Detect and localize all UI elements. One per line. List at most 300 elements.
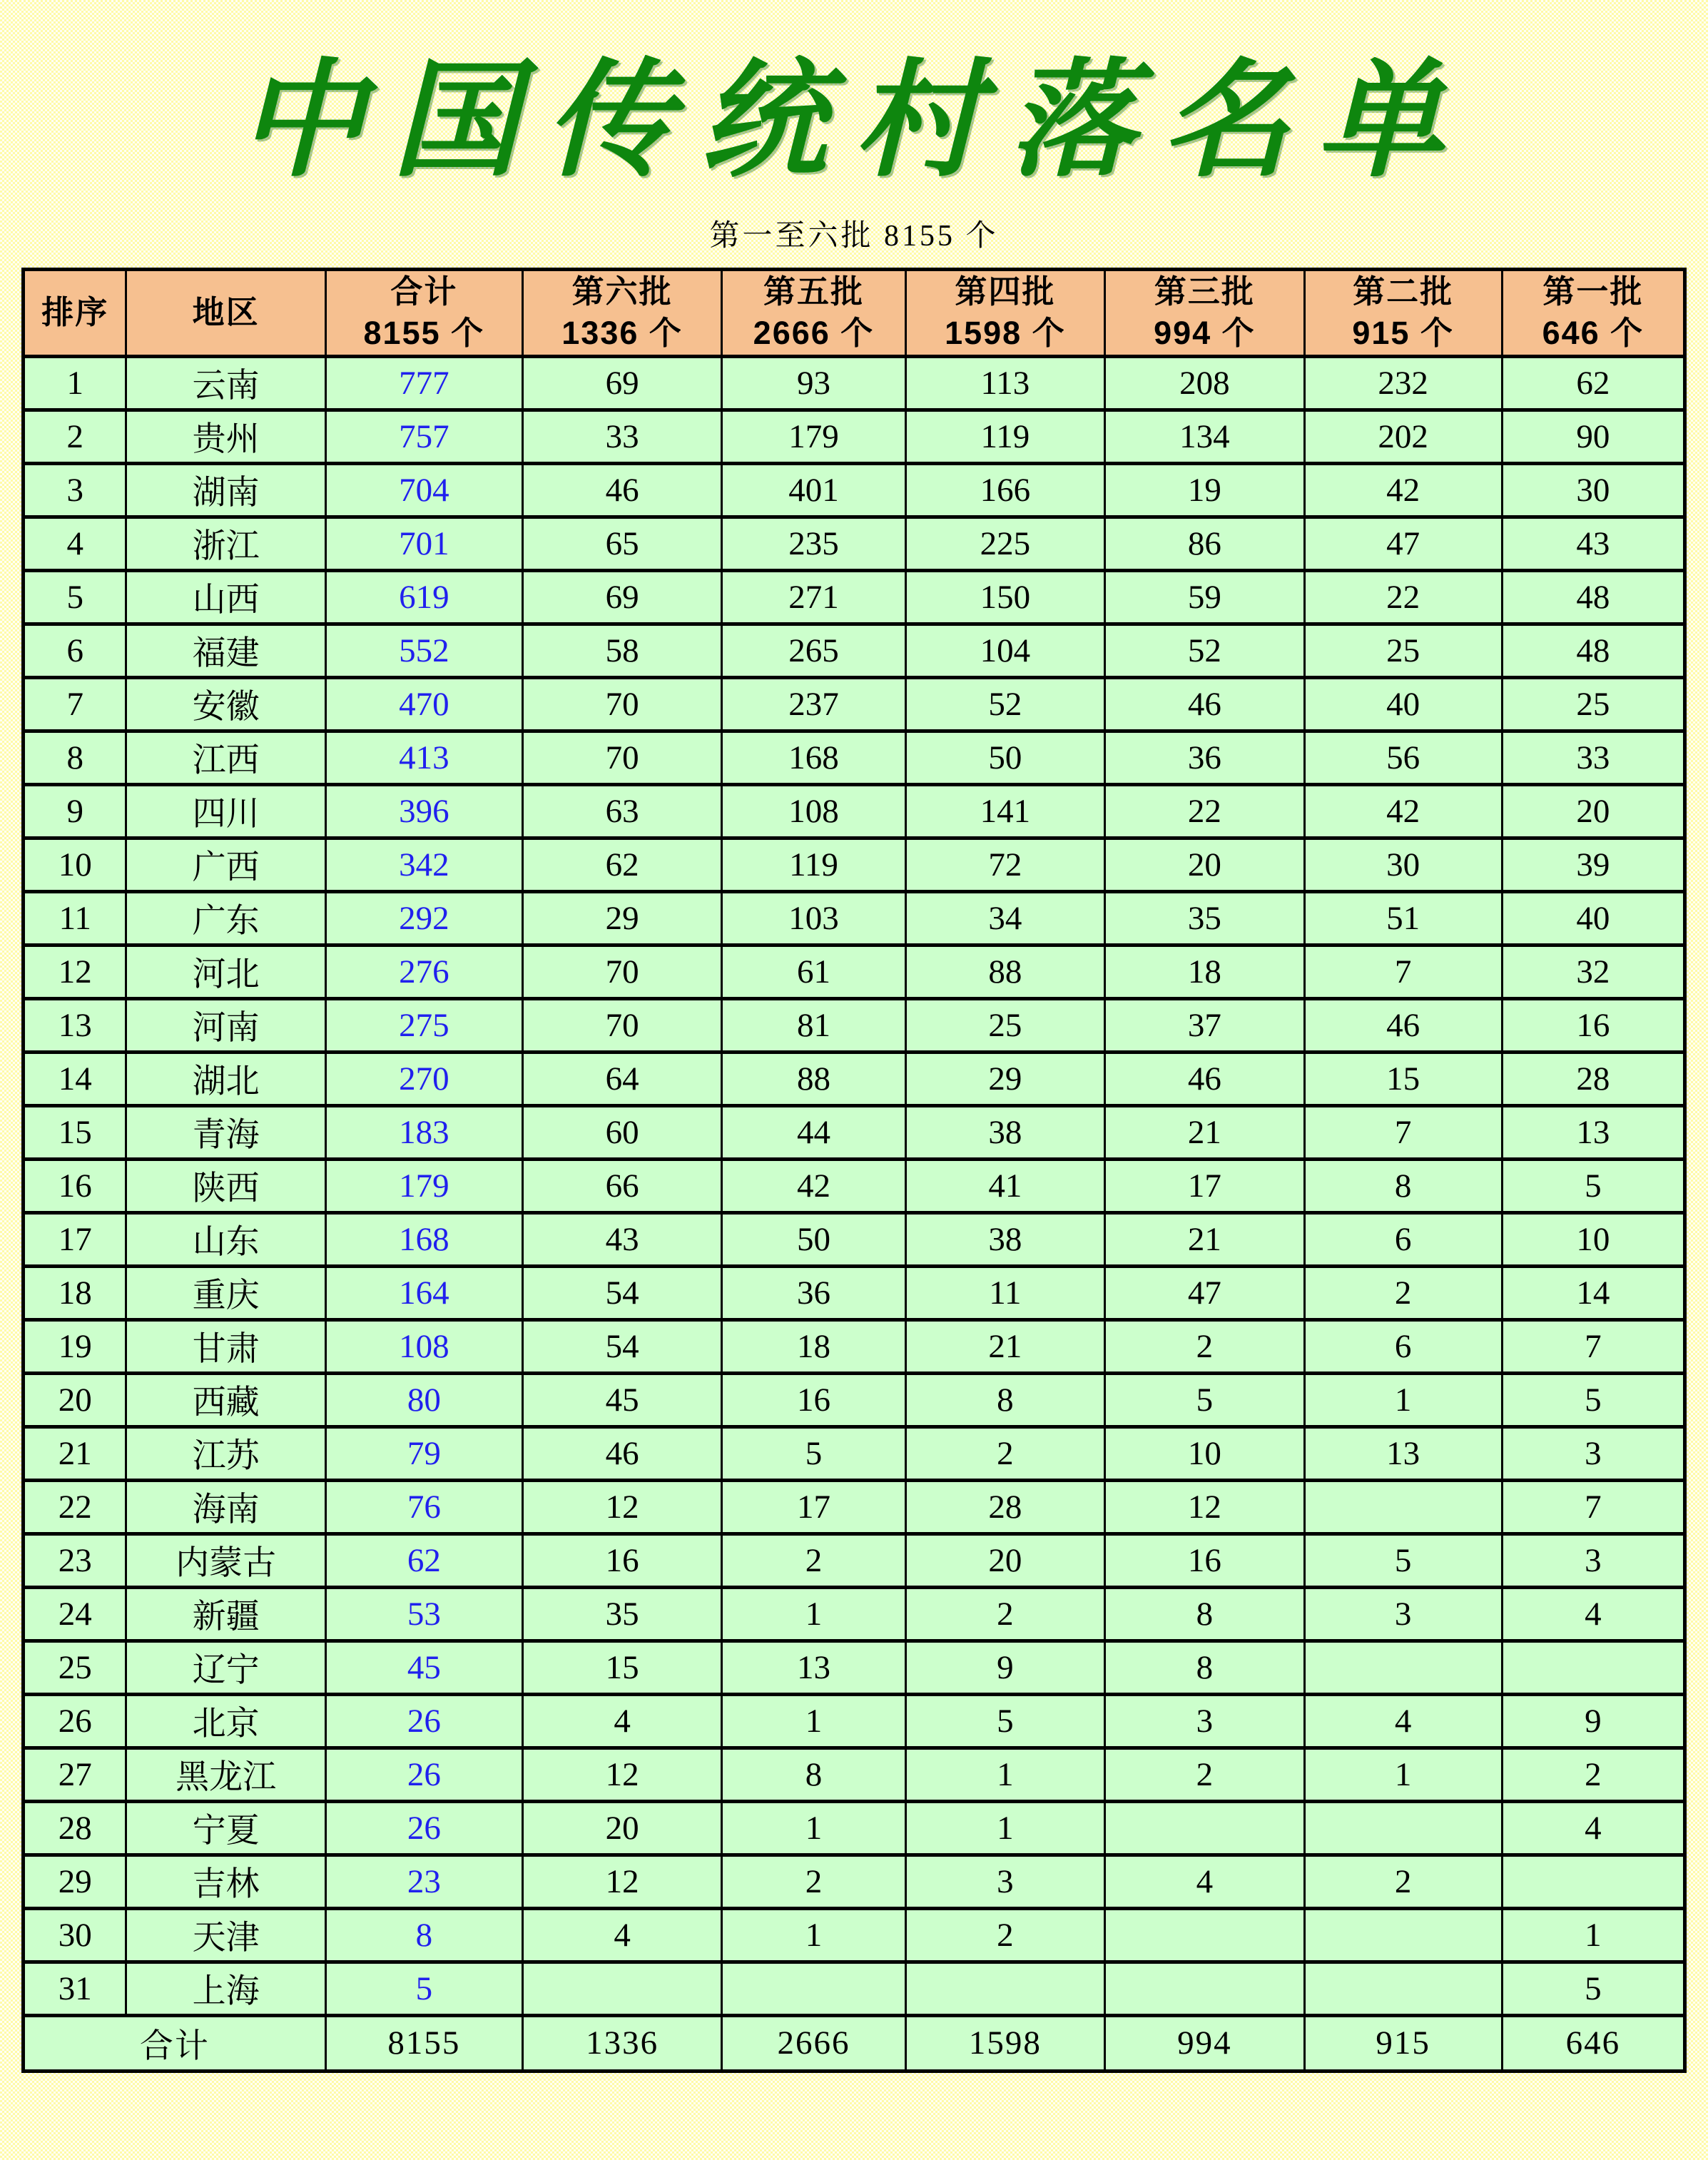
table-row <box>24 1908 1685 1962</box>
table-row <box>24 1480 1685 1533</box>
cell-batch3: 21 <box>1105 1212 1304 1266</box>
cell-region: 湖南 <box>126 463 325 517</box>
cell-batch5: 17 <box>722 1480 905 1533</box>
cell-total: 183 <box>325 1105 522 1159</box>
cell-batch5: 1 <box>722 1694 905 1748</box>
cell-batch3: 37 <box>1105 998 1304 1052</box>
cell-batch3: 46 <box>1105 677 1304 731</box>
header-batch6: 第六批 1336 个 <box>522 269 721 356</box>
cell-region: 海南 <box>126 1480 325 1533</box>
cell-batch5: 13 <box>722 1641 905 1694</box>
cell-batch1: 9 <box>1502 1694 1684 1748</box>
cell-batch6: 12 <box>522 1748 721 1801</box>
cell-batch5: 5 <box>722 1426 905 1480</box>
cell-region: 河南 <box>126 998 325 1052</box>
cell-batch3: 19 <box>1105 463 1304 517</box>
cell-batch5: 8 <box>722 1748 905 1801</box>
cell-batch1: 3 <box>1502 1426 1684 1480</box>
table-row <box>24 1105 1685 1159</box>
cell-region: 江苏 <box>126 1426 325 1480</box>
table-row <box>24 1159 1685 1212</box>
cell-batch2: 46 <box>1304 998 1502 1052</box>
table-row <box>24 1962 1685 2015</box>
cell-rank: 4 <box>24 517 126 570</box>
cell-batch5: 168 <box>722 731 905 784</box>
cell-batch2: 15 <box>1304 1052 1502 1105</box>
cell-batch3: 20 <box>1105 838 1304 891</box>
cell-batch6: 54 <box>522 1319 721 1373</box>
cell-batch6: 65 <box>522 517 721 570</box>
page <box>0 47 1708 2160</box>
cell-region: 内蒙古 <box>126 1533 325 1587</box>
cell-batch5: 265 <box>722 624 905 677</box>
cell-batch2: 25 <box>1304 624 1502 677</box>
cell-batch4: 141 <box>905 784 1104 838</box>
cell-batch1: 20 <box>1502 784 1684 838</box>
cell-batch4: 72 <box>905 838 1104 891</box>
cell-total: 276 <box>325 945 522 998</box>
cell-region: 青海 <box>126 1105 325 1159</box>
cell-rank: 15 <box>24 1105 126 1159</box>
cell-total: 701 <box>325 517 522 570</box>
cell-batch3 <box>1105 1962 1304 2015</box>
table-row <box>24 1052 1685 1105</box>
cell-region: 四川 <box>126 784 325 838</box>
cell-rank: 2 <box>24 410 126 463</box>
cell-batch4: 2 <box>905 1426 1104 1480</box>
cell-batch2 <box>1304 1962 1502 2015</box>
cell-batch2: 5 <box>1304 1533 1502 1587</box>
cell-rank: 22 <box>24 1480 126 1533</box>
footer-batch1: 646 <box>1502 2015 1684 2071</box>
cell-batch3: 21 <box>1105 1105 1304 1159</box>
cell-batch6: 63 <box>522 784 721 838</box>
cell-total: 164 <box>325 1266 522 1319</box>
table-row <box>24 1855 1685 1908</box>
cell-batch6: 60 <box>522 1105 721 1159</box>
cell-total: 53 <box>325 1587 522 1641</box>
cell-batch3: 35 <box>1105 891 1304 945</box>
cell-batch4: 38 <box>905 1105 1104 1159</box>
cell-batch2: 42 <box>1304 784 1502 838</box>
cell-rank: 28 <box>24 1801 126 1855</box>
cell-batch5: 81 <box>722 998 905 1052</box>
cell-batch5: 108 <box>722 784 905 838</box>
cell-batch3: 8 <box>1105 1641 1304 1694</box>
cell-total: 704 <box>325 463 522 517</box>
cell-total: 45 <box>325 1641 522 1694</box>
cell-batch2 <box>1304 1641 1502 1694</box>
cell-batch5: 36 <box>722 1266 905 1319</box>
cell-batch4 <box>905 1962 1104 2015</box>
cell-batch2: 2 <box>1304 1266 1502 1319</box>
footer-batch3: 994 <box>1105 2015 1304 2071</box>
cell-total: 292 <box>325 891 522 945</box>
cell-total: 270 <box>325 1052 522 1105</box>
cell-batch5: 16 <box>722 1373 905 1426</box>
cell-batch6: 70 <box>522 945 721 998</box>
cell-batch2: 232 <box>1304 356 1502 410</box>
cell-batch1: 10 <box>1502 1212 1684 1266</box>
cell-batch4: 166 <box>905 463 1104 517</box>
cell-batch6: 66 <box>522 1159 721 1212</box>
cell-batch2: 6 <box>1304 1319 1502 1373</box>
cell-batch4: 41 <box>905 1159 1104 1212</box>
cell-total: 552 <box>325 624 522 677</box>
cell-rank: 10 <box>24 838 126 891</box>
cell-batch3: 2 <box>1105 1319 1304 1373</box>
table-row <box>24 570 1685 624</box>
table-footer-row <box>24 2015 1685 2071</box>
subtitle: 第一至六批 8155 个 <box>709 219 999 253</box>
cell-batch4: 20 <box>905 1533 1104 1587</box>
cell-batch2: 8 <box>1304 1159 1502 1212</box>
cell-total: 342 <box>325 838 522 891</box>
cell-batch6: 12 <box>522 1855 721 1908</box>
cell-rank: 20 <box>24 1373 126 1426</box>
cell-region: 甘肃 <box>126 1319 325 1373</box>
cell-batch2: 13 <box>1304 1426 1502 1480</box>
header-region: 地区 <box>126 269 325 356</box>
cell-batch6: 69 <box>522 570 721 624</box>
cell-batch5: 42 <box>722 1159 905 1212</box>
cell-batch3: 8 <box>1105 1587 1304 1641</box>
cell-batch5: 271 <box>722 570 905 624</box>
cell-batch3 <box>1105 1801 1304 1855</box>
cell-batch4: 38 <box>905 1212 1104 1266</box>
cell-batch4: 2 <box>905 1908 1104 1962</box>
cell-total: 275 <box>325 998 522 1052</box>
cell-total: 179 <box>325 1159 522 1212</box>
cell-rank: 7 <box>24 677 126 731</box>
header-batch5: 第五批 2666 个 <box>722 269 905 356</box>
cell-batch5 <box>722 1962 905 2015</box>
cell-batch1: 28 <box>1502 1052 1684 1105</box>
cell-batch6: 4 <box>522 1694 721 1748</box>
cell-total: 23 <box>325 1855 522 1908</box>
cell-batch2: 7 <box>1304 945 1502 998</box>
cell-batch1: 5 <box>1502 1962 1684 2015</box>
table-row <box>24 624 1685 677</box>
cell-batch6: 70 <box>522 677 721 731</box>
cell-batch4: 8 <box>905 1373 1104 1426</box>
cell-batch4: 2 <box>905 1587 1104 1641</box>
cell-batch5: 401 <box>722 463 905 517</box>
cell-batch3: 2 <box>1105 1748 1304 1801</box>
cell-batch6: 64 <box>522 1052 721 1105</box>
cell-batch5: 2 <box>722 1533 905 1587</box>
cell-region: 江西 <box>126 731 325 784</box>
cell-batch3: 17 <box>1105 1159 1304 1212</box>
cell-batch6: 69 <box>522 356 721 410</box>
cell-rank: 12 <box>24 945 126 998</box>
cell-batch2: 1 <box>1304 1373 1502 1426</box>
cell-region: 北京 <box>126 1694 325 1748</box>
cell-batch6: 62 <box>522 838 721 891</box>
cell-total: 5 <box>325 1962 522 2015</box>
cell-batch3: 10 <box>1105 1426 1304 1480</box>
cell-region: 辽宁 <box>126 1641 325 1694</box>
cell-batch1: 7 <box>1502 1480 1684 1533</box>
cell-region: 天津 <box>126 1908 325 1962</box>
cell-batch3: 5 <box>1105 1373 1304 1426</box>
table-row <box>24 1533 1685 1587</box>
cell-batch4: 5 <box>905 1694 1104 1748</box>
cell-batch1: 32 <box>1502 945 1684 998</box>
cell-rank: 8 <box>24 731 126 784</box>
cell-region: 吉林 <box>126 1855 325 1908</box>
cell-batch1: 2 <box>1502 1748 1684 1801</box>
cell-total: 8 <box>325 1908 522 1962</box>
table-row <box>24 838 1685 891</box>
cell-batch4: 11 <box>905 1266 1104 1319</box>
cell-region: 山西 <box>126 570 325 624</box>
cell-batch5: 237 <box>722 677 905 731</box>
cell-batch4: 1 <box>905 1801 1104 1855</box>
cell-region: 广东 <box>126 891 325 945</box>
cell-batch4: 29 <box>905 1052 1104 1105</box>
cell-rank: 5 <box>24 570 126 624</box>
cell-batch5: 50 <box>722 1212 905 1266</box>
cell-batch1: 90 <box>1502 410 1684 463</box>
cell-batch5: 179 <box>722 410 905 463</box>
cell-batch6: 46 <box>522 1426 721 1480</box>
table-row <box>24 1748 1685 1801</box>
cell-region: 广西 <box>126 838 325 891</box>
cell-batch1: 43 <box>1502 517 1684 570</box>
cell-region: 贵州 <box>126 410 325 463</box>
cell-total: 757 <box>325 410 522 463</box>
cell-rank: 16 <box>24 1159 126 1212</box>
cell-batch1: 30 <box>1502 463 1684 517</box>
cell-batch3: 47 <box>1105 1266 1304 1319</box>
cell-batch4: 50 <box>905 731 1104 784</box>
table-row <box>24 1587 1685 1641</box>
cell-batch3: 4 <box>1105 1855 1304 1908</box>
cell-total: 413 <box>325 731 522 784</box>
cell-batch6: 35 <box>522 1587 721 1641</box>
cell-total: 619 <box>325 570 522 624</box>
header-total: 合计 8155 个 <box>325 269 522 356</box>
cell-batch1: 5 <box>1502 1159 1684 1212</box>
cell-region: 黑龙江 <box>126 1748 325 1801</box>
cell-batch6: 46 <box>522 463 721 517</box>
cell-rank: 19 <box>24 1319 126 1373</box>
cell-batch6: 29 <box>522 891 721 945</box>
cell-batch1: 25 <box>1502 677 1684 731</box>
cell-batch1: 14 <box>1502 1266 1684 1319</box>
cell-batch2: 7 <box>1304 1105 1502 1159</box>
cell-batch4: 1 <box>905 1748 1104 1801</box>
cell-batch5: 1 <box>722 1908 905 1962</box>
cell-batch2: 30 <box>1304 838 1502 891</box>
cell-batch6: 33 <box>522 410 721 463</box>
cell-total: 26 <box>325 1694 522 1748</box>
table-row <box>24 891 1685 945</box>
table-row <box>24 517 1685 570</box>
cell-batch2 <box>1304 1801 1502 1855</box>
header-batch2: 第二批 915 个 <box>1304 269 1502 356</box>
footer-batch6: 1336 <box>522 2015 721 2071</box>
cell-rank: 1 <box>24 356 126 410</box>
cell-rank: 31 <box>24 1962 126 2015</box>
cell-batch6: 4 <box>522 1908 721 1962</box>
cell-batch3: 86 <box>1105 517 1304 570</box>
cell-region: 宁夏 <box>126 1801 325 1855</box>
cell-region: 湖北 <box>126 1052 325 1105</box>
cell-rank: 13 <box>24 998 126 1052</box>
cell-total: 79 <box>325 1426 522 1480</box>
cell-batch2: 40 <box>1304 677 1502 731</box>
cell-batch5: 61 <box>722 945 905 998</box>
cell-batch1: 48 <box>1502 570 1684 624</box>
cell-batch1: 39 <box>1502 838 1684 891</box>
cell-batch6: 58 <box>522 624 721 677</box>
cell-batch1: 7 <box>1502 1319 1684 1373</box>
cell-batch1 <box>1502 1855 1684 1908</box>
cell-batch1: 48 <box>1502 624 1684 677</box>
cell-region: 浙江 <box>126 517 325 570</box>
cell-batch3: 59 <box>1105 570 1304 624</box>
table-row <box>24 1373 1685 1426</box>
cell-region: 西藏 <box>126 1373 325 1426</box>
cell-batch2: 47 <box>1304 517 1502 570</box>
cell-batch1: 1 <box>1502 1908 1684 1962</box>
cell-batch3: 134 <box>1105 410 1304 463</box>
cell-batch3 <box>1105 1908 1304 1962</box>
cell-batch5: 1 <box>722 1801 905 1855</box>
cell-total: 168 <box>325 1212 522 1266</box>
cell-rank: 21 <box>24 1426 126 1480</box>
table-header-row <box>24 269 1685 356</box>
cell-batch3: 16 <box>1105 1533 1304 1587</box>
cell-batch4: 88 <box>905 945 1104 998</box>
cell-batch1: 4 <box>1502 1587 1684 1641</box>
cell-batch4: 25 <box>905 998 1104 1052</box>
cell-batch4: 28 <box>905 1480 1104 1533</box>
cell-total: 80 <box>325 1373 522 1426</box>
cell-batch2: 22 <box>1304 570 1502 624</box>
cell-batch2: 6 <box>1304 1212 1502 1266</box>
table-row <box>24 998 1685 1052</box>
cell-batch6 <box>522 1962 721 2015</box>
cell-batch1: 13 <box>1502 1105 1684 1159</box>
table-row <box>24 1426 1685 1480</box>
table-row <box>24 410 1685 463</box>
cell-rank: 17 <box>24 1212 126 1266</box>
footer-batch4: 1598 <box>905 2015 1104 2071</box>
header-rank: 排序 <box>24 269 126 356</box>
cell-total: 777 <box>325 356 522 410</box>
cell-rank: 18 <box>24 1266 126 1319</box>
cell-total: 108 <box>325 1319 522 1373</box>
header-batch1: 第一批 646 个 <box>1502 269 1684 356</box>
cell-total: 396 <box>325 784 522 838</box>
cell-batch4: 150 <box>905 570 1104 624</box>
table-row <box>24 945 1685 998</box>
cell-total: 26 <box>325 1801 522 1855</box>
header-batch4: 第四批 1598 个 <box>905 269 1104 356</box>
cell-rank: 30 <box>24 1908 126 1962</box>
cell-batch4: 225 <box>905 517 1104 570</box>
cell-batch3: 18 <box>1105 945 1304 998</box>
cell-batch4: 3 <box>905 1855 1104 1908</box>
cell-rank: 3 <box>24 463 126 517</box>
cell-batch2 <box>1304 1908 1502 1962</box>
cell-region: 河北 <box>126 945 325 998</box>
footer-label: 合计 <box>24 2015 326 2071</box>
cell-region: 云南 <box>126 356 325 410</box>
page-title: 中国传统村落名单 <box>238 45 1470 194</box>
cell-batch6: 43 <box>522 1212 721 1266</box>
cell-batch3: 12 <box>1105 1480 1304 1533</box>
cell-rank: 24 <box>24 1587 126 1641</box>
cell-total: 470 <box>325 677 522 731</box>
cell-batch2: 4 <box>1304 1694 1502 1748</box>
header-batch3: 第三批 994 个 <box>1105 269 1304 356</box>
cell-batch1 <box>1502 1641 1684 1694</box>
cell-rank: 14 <box>24 1052 126 1105</box>
cell-batch1: 5 <box>1502 1373 1684 1426</box>
cell-batch4: 52 <box>905 677 1104 731</box>
cell-batch3: 3 <box>1105 1694 1304 1748</box>
cell-batch5: 235 <box>722 517 905 570</box>
cell-rank: 25 <box>24 1641 126 1694</box>
cell-total: 26 <box>325 1748 522 1801</box>
cell-batch1: 62 <box>1502 356 1684 410</box>
cell-batch1: 3 <box>1502 1533 1684 1587</box>
cell-region: 安徽 <box>126 677 325 731</box>
cell-batch2: 51 <box>1304 891 1502 945</box>
cell-batch5: 2 <box>722 1855 905 1908</box>
cell-batch5: 119 <box>722 838 905 891</box>
cell-rank: 11 <box>24 891 126 945</box>
cell-batch3: 52 <box>1105 624 1304 677</box>
cell-batch6: 45 <box>522 1373 721 1426</box>
cell-batch3: 46 <box>1105 1052 1304 1105</box>
cell-total: 76 <box>325 1480 522 1533</box>
cell-batch4: 21 <box>905 1319 1104 1373</box>
cell-batch4: 9 <box>905 1641 1104 1694</box>
cell-batch5: 88 <box>722 1052 905 1105</box>
table-row <box>24 356 1685 410</box>
cell-rank: 29 <box>24 1855 126 1908</box>
table-row <box>24 677 1685 731</box>
cell-rank: 26 <box>24 1694 126 1748</box>
cell-batch3: 36 <box>1105 731 1304 784</box>
cell-batch5: 44 <box>722 1105 905 1159</box>
cell-batch4: 113 <box>905 356 1104 410</box>
table-row <box>24 1801 1685 1855</box>
cell-batch5: 103 <box>722 891 905 945</box>
cell-rank: 23 <box>24 1533 126 1587</box>
cell-rank: 27 <box>24 1748 126 1801</box>
cell-batch2: 1 <box>1304 1748 1502 1801</box>
cell-batch6: 54 <box>522 1266 721 1319</box>
footer-batch5: 2666 <box>722 2015 905 2071</box>
cell-rank: 6 <box>24 624 126 677</box>
cell-batch2: 2 <box>1304 1855 1502 1908</box>
cell-batch4: 119 <box>905 410 1104 463</box>
table-row <box>24 1641 1685 1694</box>
table-row <box>24 1212 1685 1266</box>
cell-batch2: 56 <box>1304 731 1502 784</box>
cell-batch6: 15 <box>522 1641 721 1694</box>
cell-batch6: 16 <box>522 1533 721 1587</box>
cell-batch5: 1 <box>722 1587 905 1641</box>
cell-rank: 9 <box>24 784 126 838</box>
table-row <box>24 463 1685 517</box>
